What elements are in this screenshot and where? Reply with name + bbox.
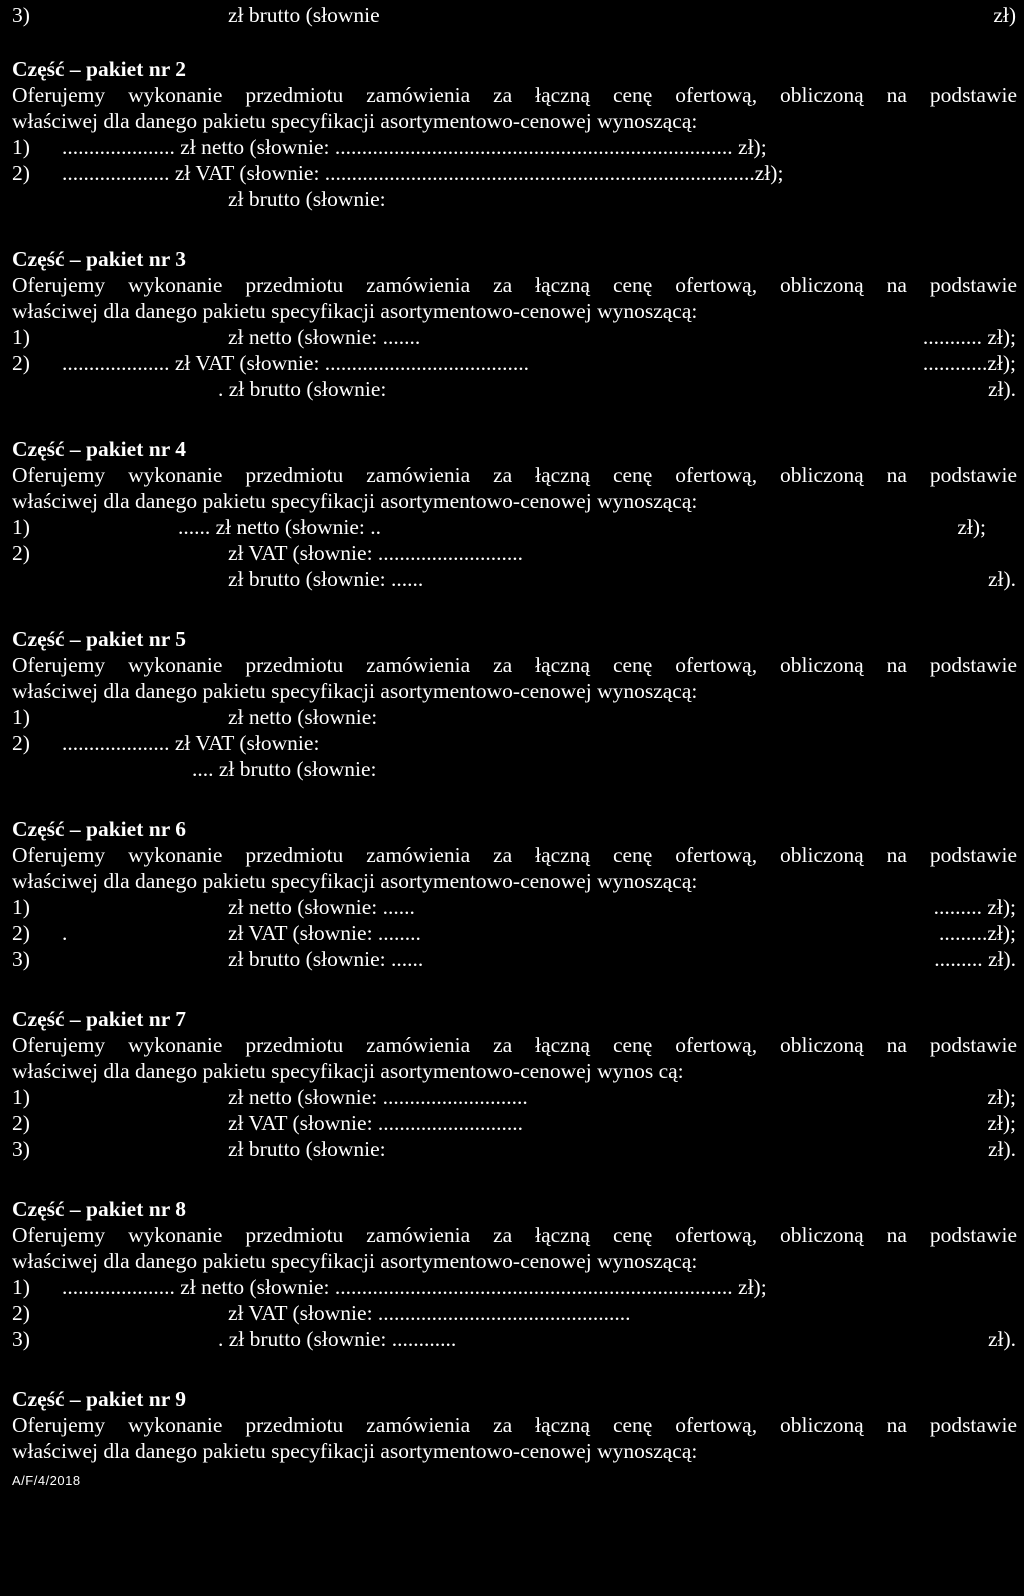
price-line-net: 1) zł netto (słownie: ....... ........... zł); <box>12 325 1016 349</box>
price-line-vat: 2) zł VAT (słownie: ............................................... <box>12 1301 631 1325</box>
section-description: właściwej dla danego pakietu specyfikacji asortymentowo-cenowej wynoszącą: <box>12 869 698 893</box>
section-description: Oferujemy wykonanie przedmiotu zamówienia za łączną cenę ofertową, obliczoną na podstawie <box>12 463 1017 487</box>
section-description: Oferujemy wykonanie przedmiotu zamówienia za łączną cenę ofertową, obliczoną na podstawie <box>12 653 1017 677</box>
price-line-vat: 2) .................... zł VAT (słownie: ................................................................................zł); <box>12 161 784 185</box>
line-number: 3) <box>12 3 30 27</box>
document-footer-code: A/F/4/2018 <box>12 1473 81 1488</box>
price-line-net: 1) zł netto (słownie: ........................... zł); <box>12 1085 1016 1109</box>
section-description: właściwej dla danego pakietu specyfikacji asortymentowo-cenowej wynoszącą: <box>12 1439 698 1463</box>
section-heading-pakiet-5: Część – pakiet nr 5 <box>12 627 186 651</box>
section-description: właściwej dla danego pakietu specyfikacji asortymentowo-cenowej wynoszącą: <box>12 1249 698 1273</box>
section-heading-pakiet-7: Część – pakiet nr 7 <box>12 1007 186 1031</box>
section-description: Oferujemy wykonanie przedmiotu zamówienia za łączną cenę ofertową, obliczoną na podstawie <box>12 273 1017 297</box>
price-line-vat: 2) . zł VAT (słownie: ........ .........zł); <box>12 921 1016 945</box>
price-line-gross: 3) . zł brutto (słownie: ............ zł). <box>12 1327 1016 1351</box>
price-line-gross: 3) zł brutto (słownie: zł). <box>12 1137 1016 1161</box>
section-heading-pakiet-8: Część – pakiet nr 8 <box>12 1197 186 1221</box>
price-line-vat: 2) .................... zł VAT (słownie: ...................................... ............zł); <box>12 351 1016 375</box>
section-description: właściwej dla danego pakietu specyfikacji asortymentowo-cenowej wynoszącą: <box>12 489 698 513</box>
price-line-gross: zł brutto (słownie: ...... zł). <box>228 567 1016 591</box>
section-description: Oferujemy wykonanie przedmiotu zamówienia za łączną cenę ofertową, obliczoną na podstawie <box>12 843 1017 867</box>
price-line-gross: 3) zł brutto (słownie: ...... ......... zł). <box>12 947 1016 971</box>
section-description: Oferujemy wykonanie przedmiotu zamówienia za łączną cenę ofertową, obliczoną na podstawie <box>12 1033 1017 1057</box>
section-heading-pakiet-4: Część – pakiet nr 4 <box>12 437 186 461</box>
price-line-vat: 2) .................... zł VAT (słownie: <box>12 731 320 755</box>
price-line-gross: . zł brutto (słownie: zł). <box>218 377 1016 401</box>
line-label: zł brutto (słownie <box>228 3 380 27</box>
section-heading-pakiet-6: Część – pakiet nr 6 <box>12 817 186 841</box>
section-description: Oferujemy wykonanie przedmiotu zamówienia za łączną cenę ofertową, obliczoną na podstawie <box>12 83 1017 107</box>
price-line-gross: zł brutto (słownie: <box>228 187 386 211</box>
section-heading-pakiet-2: Część – pakiet nr 2 <box>12 57 186 81</box>
price-line-net: 1) zł netto (słownie: ...... ......... zł); <box>12 895 1016 919</box>
section-description: Oferujemy wykonanie przedmiotu zamówienia za łączną cenę ofertową, obliczoną na podstawie <box>12 1223 1017 1247</box>
price-line-net: 1) ..................... zł netto (słownie: .......................................................................... zł); <box>12 135 767 159</box>
price-line-net: 1) ..................... zł netto (słownie: .......................................................................... zł); <box>12 1275 767 1299</box>
price-line-gross <box>0 2 1024 28</box>
price-line-gross: .... zł brutto (słownie: <box>192 757 377 781</box>
section-description: właściwej dla danego pakietu specyfikacji asortymentowo-cenowej wynos cą: <box>12 1059 684 1083</box>
price-line-net: 1) ...... zł netto (słownie: .. zł); <box>12 515 986 539</box>
section-heading-pakiet-9: Część – pakiet nr 9 <box>12 1387 186 1411</box>
line-end: zł) <box>993 3 1016 27</box>
section-heading-pakiet-3: Część – pakiet nr 3 <box>12 247 186 271</box>
price-line-net: 1) zł netto (słownie: <box>12 705 378 729</box>
price-line-vat: 2) zł VAT (słownie: ........................... zł); <box>12 1111 1016 1135</box>
section-description: Oferujemy wykonanie przedmiotu zamówienia za łączną cenę ofertową, obliczoną na podstawie <box>12 1413 1017 1437</box>
section-description: właściwej dla danego pakietu specyfikacji asortymentowo-cenowej wynoszącą: <box>12 109 698 133</box>
price-line-vat: 2) zł VAT (słownie: ........................... <box>12 541 524 565</box>
section-description: właściwej dla danego pakietu specyfikacji asortymentowo-cenowej wynoszącą: <box>12 679 698 703</box>
section-description: właściwej dla danego pakietu specyfikacji asortymentowo-cenowej wynoszącą: <box>12 299 698 323</box>
